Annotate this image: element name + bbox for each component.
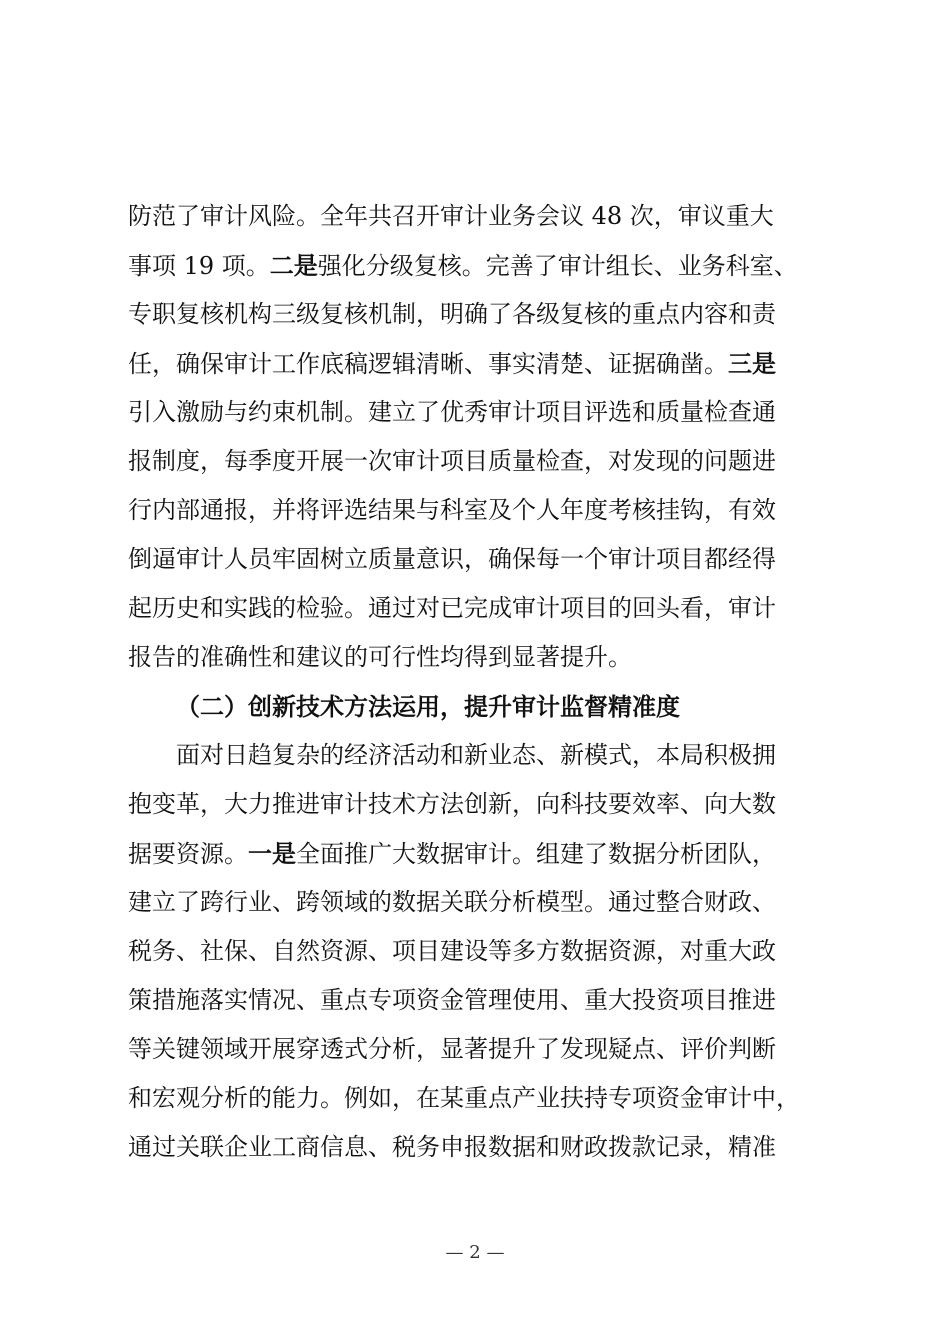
text-segment: 通过关联企业工商信息、税务申报数据和财政拨款记录，精准 — [128, 1133, 776, 1161]
text-line — [128, 829, 828, 878]
text-line — [128, 1025, 828, 1074]
text-line — [128, 633, 828, 682]
bold-text-segment: （二）创新技术方法运用，提升审计监督精准度 — [176, 692, 680, 721]
text-segment: 等关键领域开展穿透式分析，显著提升了发现疑点、评价判断 — [128, 1035, 776, 1063]
text-line — [128, 241, 828, 290]
text-line — [128, 731, 828, 780]
text-segment: 起历史和实践的检验。通过对已完成审计项目的回头看，审计 — [128, 594, 776, 622]
text-segment: 建立了跨行业、跨领域的数据关联分析模型。通过整合财政、 — [128, 888, 776, 916]
text-segment: 策措施落实情况、重点专项资金管理使用、重大投资项目推进 — [128, 986, 776, 1014]
text-line — [128, 339, 828, 388]
text-line — [128, 290, 828, 339]
text-segment: 和宏观分析的能力。例如，在某重点产业扶持专项资金审计中， — [128, 1084, 800, 1112]
text-line — [128, 388, 828, 437]
page-number: — 2 — — [445, 1242, 505, 1263]
text-segment: 报制度，每季度开展一次审计项目质量检查，对发现的问题进 — [128, 447, 776, 475]
bold-text-segment: 一是 — [248, 839, 296, 868]
text-line — [128, 192, 828, 241]
text-line — [128, 486, 828, 535]
text-line — [128, 927, 828, 976]
text-segment: 抱变革，大力推进审计技术方法创新，向科技要效率、向大数 — [128, 790, 776, 818]
document-body — [128, 192, 828, 1172]
bold-text-segment: 二是 — [269, 251, 318, 280]
text-segment: 全面推广大数据审计。组建了数据分析团队， — [296, 840, 776, 868]
text-segment: 倒逼审计人员牢固树立质量意识，确保每一个审计项目都经得 — [128, 545, 776, 573]
text-line — [128, 1123, 828, 1172]
text-line — [128, 780, 828, 829]
text-segment: 税务、社保、自然资源、项目建设等多方数据资源，对重大政 — [128, 937, 776, 965]
text-segment: 面对日趋复杂的经济活动和新业态、新模式，本局积极拥 — [176, 741, 776, 769]
text-segment: 事项 19 项。 — [128, 252, 270, 280]
text-line — [128, 1074, 828, 1123]
text-segment: 行内部通报，并将评选结果与科室及个人年度考核挂钩，有效 — [128, 496, 776, 524]
text-line — [128, 976, 828, 1025]
text-segment: 专职复核机构三级复核机制，明确了各级复核的重点内容和责 — [128, 300, 776, 328]
text-line — [128, 878, 828, 927]
text-segment: 强化分级复核。完善了审计组长、业务科室、 — [317, 252, 798, 280]
text-segment: 任，确保审计工作底稿逻辑清晰、事实清楚、证据确凿。 — [128, 350, 728, 378]
text-segment: 报告的准确性和建议的可行性均得到显著提升。 — [128, 643, 632, 671]
section-heading — [128, 682, 828, 731]
text-line — [128, 535, 828, 584]
text-line — [128, 584, 828, 633]
text-segment: 防范了审计风险。全年共召开审计业务会议 48 次，审议重大 — [128, 202, 774, 230]
text-segment: 引入激励与约束机制。建立了优秀审计项目评选和质量检查通 — [128, 398, 776, 426]
text-line — [128, 437, 828, 486]
bold-text-segment: 三是 — [728, 349, 776, 378]
text-segment: 据要资源。 — [128, 840, 248, 868]
